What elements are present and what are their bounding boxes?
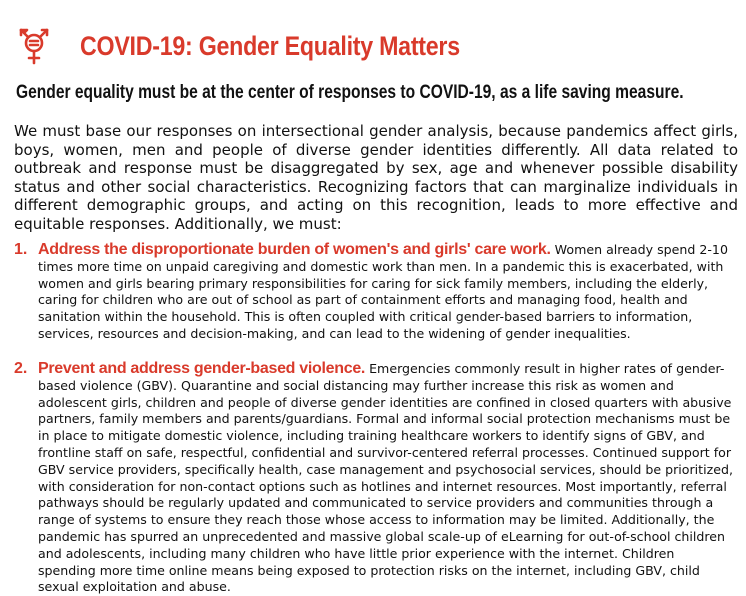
list-item	[14, 242, 734, 343]
list-item-heading: Address the disproportionate burden of women's and girls' care work.	[38, 241, 551, 258]
document-header	[12, 24, 522, 68]
list-item-number: 1.	[14, 241, 28, 258]
intro-paragraph: We must base our responses on intersectional gender analysis, because pandemics affect girls, boys, women, men and people of diverse gender identities differently. All data related to outbreak and response must be disaggregated by sex, age and whenever possible disability status and other social characteristics. Recognizing factors that can marginalize individuals in different demographic groups, and acting on this recognition, leads to more effective and equitable responses. Additionally, we must:	[14, 122, 738, 233]
list-item-body	[38, 361, 734, 596]
gender-symbol-icon	[12, 24, 56, 68]
list-item-heading: Prevent and address gender-based violence.	[38, 360, 366, 377]
list-item	[14, 361, 734, 596]
page-title: COVID-19: Gender Equality Matters	[80, 30, 460, 61]
list-item-body	[38, 242, 734, 343]
list-item-text: Emergencies commonly result in higher rates of gender-based violence (GBV). Quarantine and social distancing may further increase this risk as women and adolescent girls, children and people of diverse gender identities are confined in closed quarters with abusive partners, family members and parents/guardians. Formal and informal social protection mechanisms must be in place to mitigate domestic violence, including training healthcare workers to identify signs of GBV, and frontline staff on safe, respectful, confidential and survivor-centered referral processes. Continued support for GBV service providers, specifically health, case management and psychosocial services, should be prioritized, with consideration for non-contact options such as hotlines and internet resources. Most importantly, referral pathways should be regularly updated and communicated to service providers and communities through a range of systems to ensure they reach those whose access to information may be limited. Additionally, the pandemic has spurred an unprecedented and massive global scale-up of eLearning for out-of-school children and adolescents, including many children who have little prior experience with the internet. Children spending more time online means being exposed to protection risks on the internet, including GBV, child sexual exploitation and abuse.	[38, 361, 733, 595]
page-subtitle: Gender equality must be at the center of responses to COVID-19, as a life saving measure.	[16, 82, 684, 103]
list-item-number: 2.	[14, 360, 28, 377]
list-item-text: Women already spend 2-10 times more time on unpaid caregiving and domestic work than men. In a pandemic this is exacerbated, with women and girls bearing primary responsibilities for caring for sick family members, including the elderly, caring for children who are out of school as part of containment efforts and managing food, health and sanitation within the household. This is often coupled with critical gender-based barriers to information, services, resources and decision-making, and can lead to the widening of gender inequalities.	[38, 242, 728, 341]
